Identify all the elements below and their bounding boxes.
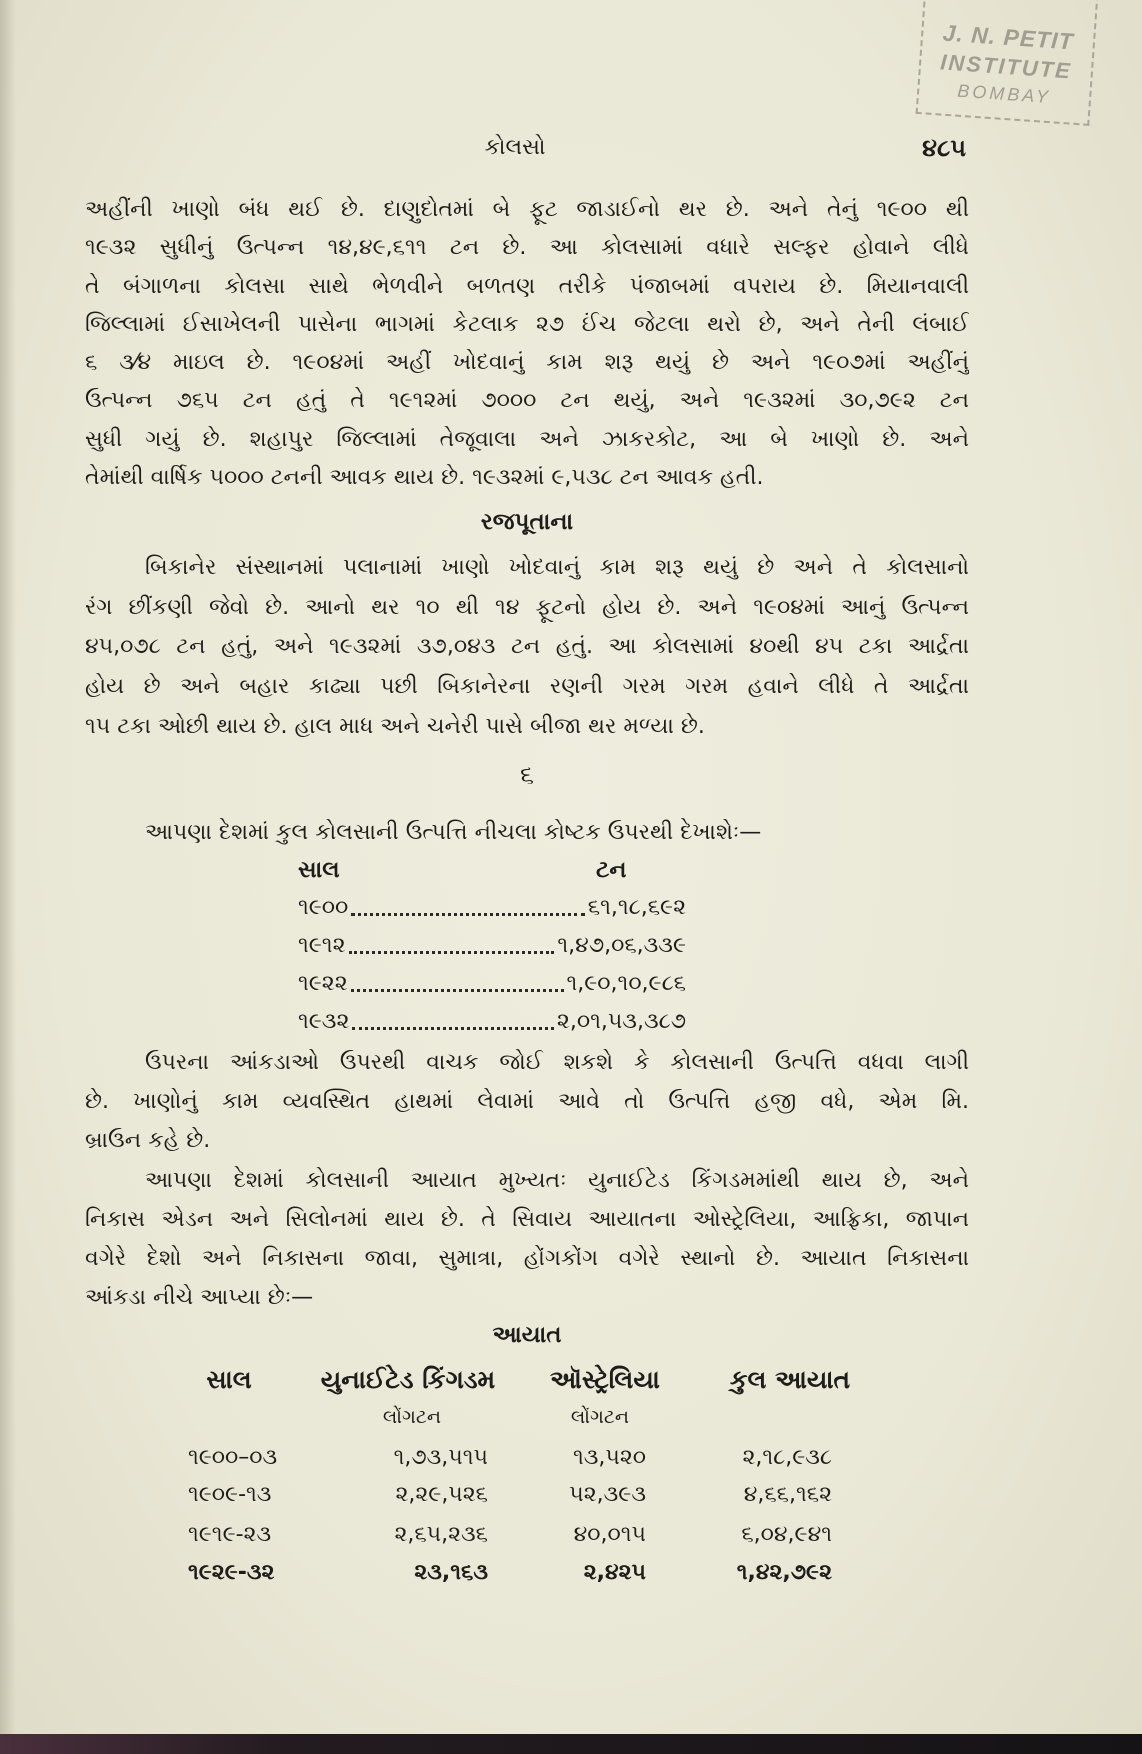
production-table (298, 851, 686, 1041)
table-row (298, 1003, 686, 1041)
cell-year: ૧૯૨૨ (298, 971, 348, 996)
text-line: ઉત્પન્ન ૭૬૫ ટન હતું તે ૧૯૧૨માં ૭૦૦૦ ટન થયું, અને ૧૯૩૨માં ૩૦,૭૯૨ ટન (85, 388, 969, 414)
table-row (0, 1476, 1142, 1514)
dot-leader (352, 1027, 554, 1030)
table-row (298, 927, 686, 965)
unit-united-kingdom: લોંગટન (382, 1406, 442, 1428)
cell-australia: ૫૨,૩૯૩ (569, 1482, 646, 1507)
text-line: રંગ છીંકણી જેવો છે. આનો થર ૧૦ થી ૧૪ ફૂટનો હોય છે. અને ૧૯૦૪માં આનું ઉત્પન્ન (85, 594, 969, 620)
stamp-line: INSTITUTE (939, 49, 1073, 84)
text-line: છે. ખાણોનું કામ વ્યવસ્થિત હાથમાં લેવામાં આવે તો ઉત્પત્તિ હજી વધે, એમ મિ. (85, 1089, 969, 1114)
cell-total: ૪,૬૬,૧૬૨ (743, 1482, 832, 1507)
cell-year: ૧૯૧૨ (298, 933, 346, 958)
dot-leader (351, 989, 564, 992)
cell-australia: ૧૩,૫૨૦ (572, 1445, 646, 1470)
cell-united-kingdom: ૨,૨૯,૫૨૬ (395, 1482, 488, 1507)
cell-year: ૧૯૦૦ (298, 895, 349, 920)
text-line: ૧૯૩૨ સુધીનું ઉત્પન્ન ૧૪,૪૯,૬૧૧ ટન છે. આ કોલસામાં વધારે સલ્ફર હોવાને લીધે (85, 235, 969, 261)
dot-leader (351, 913, 584, 916)
unit-australia: લોંગટન (570, 1406, 630, 1428)
text-line: ૧૫ ટકા ઓછી થાય છે. હાલ માધ અને ચનેરી પાસે બીજા થર મળ્યા છે. (85, 713, 705, 739)
cell-total: ૧,૪૨,૭૯૨ (736, 1560, 832, 1585)
text-line: ૬ ૩⁄૪ માઇલ છે. ૧૯૦૪માં અહીં ખોદવાનું કામ શરૂ થયું છે અને ૧૯૦૭માં અહીંનું (85, 350, 969, 376)
table-row (298, 889, 686, 927)
running-head: કોલસો (484, 135, 546, 160)
cell-australia: ૪૦,૦૧૫ (573, 1522, 646, 1547)
text-line: તે બંગાળના કોલસા સાથે ભેળવીને બળતણ તરીકે પંજાબમાં વપરાય છે. મિયાનવાલી (85, 273, 969, 299)
text-line: તેમાંથી વાર્ષિક ૫૦૦૦ ટનની આવક થાય છે. ૧૯૩૨માં ૯,૫૩૮ ટન આવક હતી. (85, 465, 764, 491)
header-total-imports: કુલ આયાત (729, 1365, 851, 1394)
cell-united-kingdom: ૨૩,૧૬૩ (414, 1560, 488, 1585)
section-number: ૬ (519, 760, 534, 789)
import-table (0, 1361, 1142, 1601)
table-title-imports: આયાત (492, 1322, 562, 1348)
cell-australia: ૨,૪૨૫ (583, 1560, 646, 1585)
text-line: નિકાસ એડન અને સિલોનમાં થાય છે. તે સિવાય આયાતના ઓસ્ટ્રેલિયા, આફ્રિકા, જાપાન (85, 1207, 969, 1232)
cell-year: ૧૯૧૯-૨૩ (188, 1522, 272, 1547)
cell-year: ૧૯૦૯-૧૩ (188, 1482, 272, 1507)
table-header (0, 1361, 1142, 1399)
cell-tons: ૧,૯૦,૧૦,૯૮૬ (566, 971, 686, 996)
table-row (0, 1516, 1142, 1554)
paragraph-4 (85, 1043, 969, 1160)
text-line: ૪૫,૦૭૮ ટન હતું, અને ૧૯૩૨માં ૩૭,૦૪૩ ટન હતું. આ કોલસામાં ૪૦થી ૪૫ ટકા આર્દ્રતા (85, 634, 969, 660)
text-line: ઉપરના આંકડાઓ ઉપરથી વાચક જોઈ શકશે કે કોલસાની ઉત્પત્તિ વધવા લાગી (145, 1050, 969, 1075)
section-heading-rajputana: રજપૂતાના (480, 509, 574, 535)
table-row (298, 965, 686, 1003)
text-line: વગેરે દેશો અને નિકાસના જાવા, સુમાત્રા, હોંગકોંગ વગેરે સ્થાનો છે. આયાત નિકાસના (85, 1246, 969, 1271)
header-year: સાલ (298, 857, 340, 883)
page-number: ૪૮૫ (922, 134, 966, 162)
text-line: આંકડા નીચે આપ્યા છેઃ— (85, 1285, 314, 1310)
paragraph-2 (85, 548, 969, 746)
cell-tons: ૨,૦૧,૫૩,૩૮૭ (556, 1009, 686, 1034)
paragraph-5 (85, 1161, 969, 1317)
cell-united-kingdom: ૨,૬૫,૨૩૬ (394, 1522, 488, 1547)
table-row (0, 1554, 1142, 1592)
text-line: આપણા દેશમાં કુલ કોલસાની ઉત્પત્તિ નીચલા કોષ્ટક ઉપરથી દેખાશેઃ— (145, 820, 762, 845)
header-tons: ટન (596, 857, 627, 883)
cell-year: ૧૯૩૨ (298, 1009, 350, 1034)
cell-tons: ૧,૪૭,૦૬,૩૩૯ (557, 933, 686, 958)
text-line: હોય છે અને બહાર કાઢ્યા પછી બિકાનેરના રણની ગરમ ગરમ હવાને લીધે તે આર્દ્રતા (85, 674, 969, 700)
dot-leader (349, 951, 555, 954)
cell-year: ૧૯૦૦–૦૩ (188, 1445, 278, 1470)
header-year: સાલ (206, 1365, 252, 1394)
table-header (298, 851, 686, 889)
library-stamp (916, 0, 1099, 126)
scan-bottom-edge (0, 1734, 1142, 1754)
stamp-line: BOMBAY (956, 80, 1052, 108)
text-line: આપણા દેશમાં કોલસાની આયાત મુખ્યતઃ યુનાઈટેડ કિંગડમમાંથી થાય છે, અને (145, 1168, 969, 1193)
paragraph-3 (85, 814, 969, 852)
header-united-kingdom: યુનાઈટેડ કિંગડમ (320, 1365, 496, 1394)
header-australia: ઑસ્ટ્રેલિયા (550, 1365, 660, 1394)
paragraph-1 (85, 191, 969, 497)
text-line: જિલ્લામાં ઈસાખેલની પાસેના ભાગમાં કેટલાક ૨૭ ઈંચ જેટલા થરો છે, અને તેની લંબાઈ (85, 311, 969, 337)
text-line: સુધી ગયું છે. શહાપુર જિલ્લામાં તેજૂવાલા અને ઝાકરકોટ, આ બે ખાણો છે. અને (85, 426, 969, 452)
text-line: અહીંની ખાણો બંધ થઈ છે. દાણુદોતમાં બે ફૂટ જાડાઈનો થર છે. અને તેનું ૧૯૦૦ થી (85, 197, 969, 222)
cell-united-kingdom: ૧,૭૩,૫૧૫ (393, 1445, 488, 1470)
cell-tons: ૬૧,૧૮,૬૯૨ (587, 895, 686, 920)
table-units-row (0, 1400, 1142, 1434)
cell-total: ૬,૦૪,૯૪૧ (741, 1522, 832, 1547)
table-row (0, 1439, 1142, 1477)
cell-year: ૧૯૨૯-૩૨ (188, 1560, 275, 1585)
text-line: બિકાનેર સંસ્થાનમાં પલાનામાં ખાણો ખોદવાનું કામ શરૂ થયું છે અને તે કોલસાનો (145, 555, 969, 580)
stamp-line: J. N. PETIT (941, 19, 1075, 55)
cell-total: ૨,૧૮,૯૩૮ (742, 1445, 832, 1470)
text-line: બ્રાઉન કહે છે. (85, 1128, 211, 1153)
